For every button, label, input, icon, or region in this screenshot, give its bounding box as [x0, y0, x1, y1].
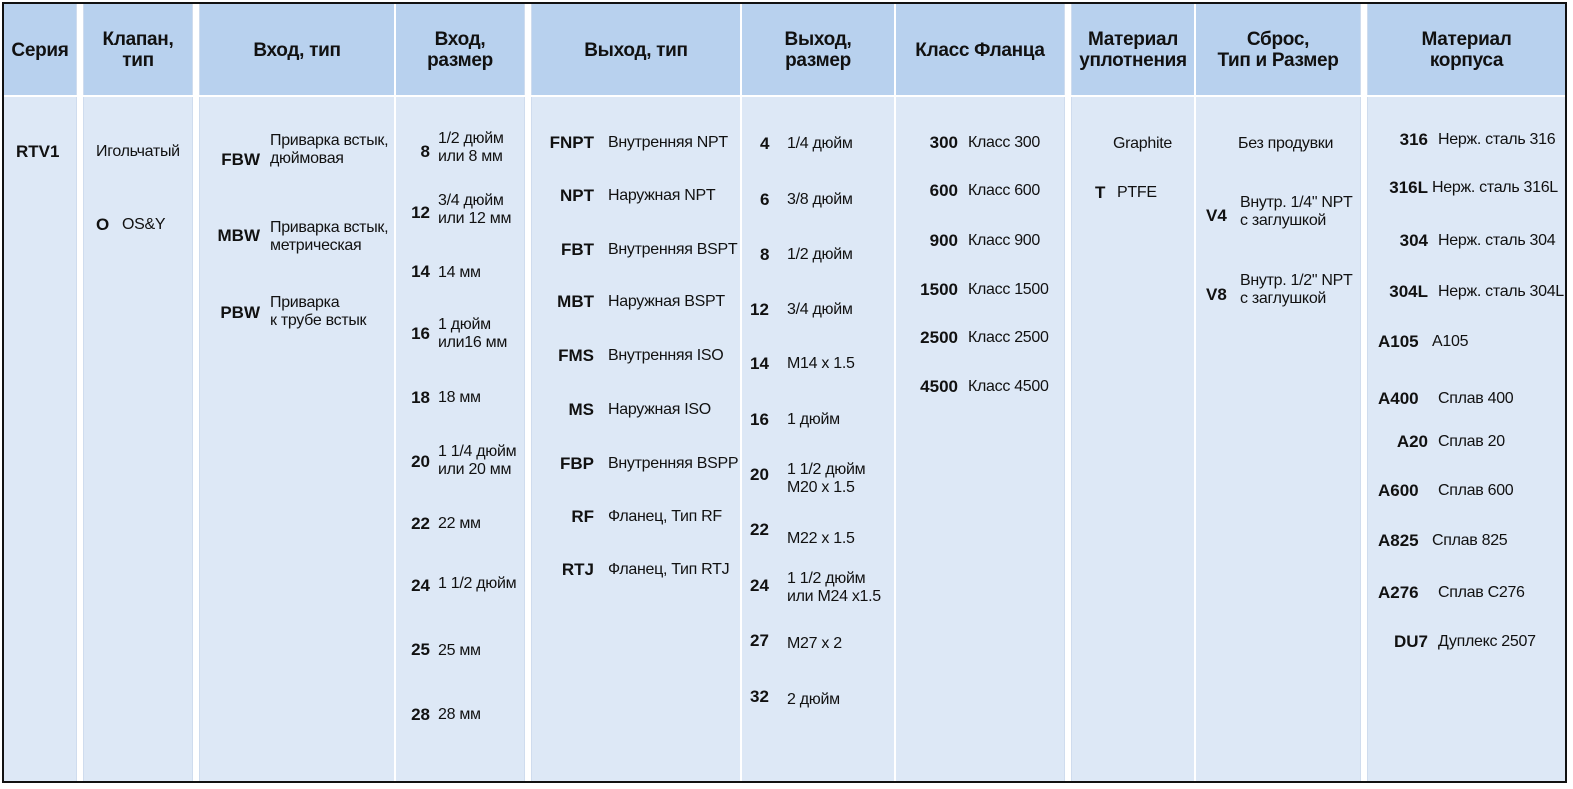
seal-code: T — [1095, 183, 1106, 202]
flange-class-code: 900 — [929, 231, 958, 250]
inlet-size-label: 1 дюйм или16 мм — [438, 316, 508, 351]
body-material-code: A825 — [1378, 531, 1419, 550]
outlet-size-code: 16 — [750, 410, 769, 429]
column-divider — [1064, 4, 1072, 781]
flange-class-label: Класс 4500 — [968, 378, 1049, 395]
outlet-type-label: Наружная NPT — [608, 187, 716, 204]
inlet-size-code: 28 — [411, 705, 430, 724]
body-material-code: A276 — [1378, 583, 1419, 602]
outlet-size-code: 12 — [750, 300, 769, 319]
inlet-size-code: 14 — [411, 262, 430, 281]
inlet-type-label: Приварка встык, дюймовая — [270, 132, 389, 167]
column-divider — [394, 4, 396, 781]
flange-class-code: 1500 — [920, 280, 958, 299]
body-material-code: A400 — [1378, 389, 1419, 408]
inlet-size-label: 14 мм — [438, 264, 481, 281]
outlet-type-code: FMS — [558, 346, 594, 365]
body-material-code: A600 — [1378, 481, 1419, 500]
flange-class-code: 2500 — [920, 328, 958, 347]
inlet-size-code: 12 — [411, 203, 430, 222]
vent-label: Внутр. 1/4" NPT с заглушкой — [1240, 194, 1353, 229]
outlet-size-label: M14 x 1.5 — [787, 355, 855, 372]
flange-class-code: 600 — [929, 181, 958, 200]
body-material-code: A20 — [1396, 432, 1428, 451]
body-material-code: 304 — [1399, 231, 1428, 250]
inlet-size-label: 28 мм — [438, 706, 481, 723]
inlet-size-code: 16 — [411, 324, 430, 343]
flange-class-label: Класс 2500 — [968, 329, 1049, 346]
outlet-size-label: 1 1/2 дюйм M20 x 1.5 — [787, 461, 866, 496]
inlet-size-code: 20 — [411, 452, 430, 471]
vent-code: V4 — [1206, 206, 1227, 225]
inlet-size-label: 25 мм — [438, 642, 481, 659]
header-flange-class: Класс Фланца — [915, 39, 1045, 61]
outlet-size-code: 24 — [750, 576, 769, 595]
body-material-label: Сплав C276 — [1438, 584, 1525, 601]
header-valve: Клапан, тип — [102, 29, 174, 71]
outlet-type-code: MS — [568, 400, 594, 419]
inlet-size-label: 1 1/4 дюйм или 20 мм — [438, 443, 517, 478]
body-material-code: 316 — [1399, 130, 1428, 149]
outlet-size-label: M27 x 2 — [787, 635, 842, 652]
inlet-size-label: 18 мм — [438, 389, 481, 406]
inlet-size-code: 24 — [411, 576, 430, 595]
outlet-type-label: Внутренняя BSPP — [608, 455, 739, 472]
body-material-label: Нерж. сталь 304L — [1438, 283, 1564, 300]
header-series: Серия — [11, 39, 69, 61]
outlet-size-label: 1/2 дюйм — [787, 246, 853, 263]
outlet-type-code: FBT — [560, 240, 594, 259]
flange-class-label: Класс 300 — [968, 134, 1040, 151]
seal-label: PTFE — [1117, 184, 1157, 201]
inlet-size-code: 8 — [420, 142, 430, 161]
inlet-size-label: 22 мм — [438, 515, 481, 532]
body-material-label: Дуплекс 2507 — [1438, 633, 1536, 650]
outlet-size-code: 32 — [750, 687, 769, 706]
outlet-size-code: 6 — [760, 190, 770, 209]
outlet-type-label: Фланец, Тип RF — [608, 508, 722, 525]
outlet-type-code: FBP — [560, 454, 594, 473]
column-divider — [740, 4, 742, 781]
outlet-size-label: 2 дюйм — [787, 691, 840, 708]
outlet-size-code: 20 — [750, 465, 769, 484]
outlet-size-code: 8 — [760, 245, 770, 264]
flange-class-label: Класс 900 — [968, 232, 1040, 249]
outlet-size-label: 3/8 дюйм — [787, 191, 853, 208]
body-material-code: 316L — [1389, 178, 1428, 197]
inlet-type-code: MBW — [217, 226, 260, 245]
inlet-size-code: 22 — [411, 514, 430, 533]
outlet-size-code: 22 — [750, 520, 769, 539]
outlet-size-code: 14 — [750, 354, 769, 373]
outlet-type-code: RTJ — [561, 560, 594, 579]
body-material-code: 304L — [1389, 282, 1428, 301]
outlet-type-label: Фланец, Тип RTJ — [608, 561, 730, 578]
vent-label: Без продувки — [1238, 135, 1334, 152]
column-divider — [76, 4, 84, 781]
outlet-size-label: M22 x 1.5 — [787, 530, 855, 547]
outlet-type-code: NPT — [560, 186, 594, 205]
outlet-type-code: FNPT — [549, 133, 594, 152]
header-inlet-size: Вход, размер — [427, 29, 493, 71]
column-divider — [1194, 4, 1196, 781]
outlet-size-label: 1 1/2 дюйм или M24 x1.5 — [787, 570, 881, 605]
outlet-size-label: 1 дюйм — [787, 411, 840, 428]
inlet-size-code: 25 — [411, 640, 430, 659]
body-material-label: Нерж. сталь 316 — [1438, 131, 1556, 148]
outlet-type-label: Наружная BSPT — [608, 293, 725, 310]
vent-code: V8 — [1206, 285, 1227, 304]
body-material-code: DU7 — [1393, 632, 1428, 651]
outlet-type-label: Наружная ISO — [608, 401, 711, 418]
flange-class-label: Класс 1500 — [968, 281, 1049, 298]
valve-label: Игольчатый — [96, 143, 180, 160]
outlet-size-label: 1/4 дюйм — [787, 135, 853, 152]
inlet-type-code: FBW — [221, 150, 260, 169]
column-divider — [894, 4, 896, 781]
header-outlet-type: Выход, тип — [584, 39, 688, 61]
body-material-label: Сплав 825 — [1432, 532, 1508, 549]
outlet-type-code: RF — [571, 507, 594, 526]
inlet-size-label: 1 1/2 дюйм — [438, 575, 517, 592]
seal-label: Graphite — [1113, 135, 1172, 152]
header-inlet-type: Вход, тип — [253, 39, 341, 61]
outlet-type-label: Внутренняя ISO — [608, 347, 724, 364]
flange-class-code: 300 — [929, 133, 958, 152]
inlet-size-code: 18 — [411, 388, 430, 407]
header-body-material: Материал корпуса — [1421, 29, 1512, 71]
body-material-code: A105 — [1378, 332, 1419, 351]
outlet-type-label: Внутренняя NPT — [608, 134, 728, 151]
inlet-type-code: PBW — [220, 303, 260, 322]
body-material-label: Сплав 600 — [1438, 482, 1514, 499]
inlet-size-label: 1/2 дюйм или 8 мм — [438, 130, 504, 165]
outlet-size-label: 3/4 дюйм — [787, 301, 853, 318]
body-material-label: Нерж. сталь 304 — [1438, 232, 1556, 249]
inlet-type-label: Приварка к трубе встык — [270, 294, 367, 329]
series-code: RTV1 — [16, 142, 60, 161]
header-outlet-size: Выход, размер — [784, 29, 852, 71]
flange-class-code: 4500 — [920, 377, 958, 396]
ordering-table — [2, 2, 1567, 783]
body-material-label: A105 — [1432, 333, 1469, 350]
body-material-label: Сплав 20 — [1438, 433, 1505, 450]
column-divider — [192, 4, 200, 781]
body-material-label: Нерж. сталь 316L — [1432, 179, 1558, 196]
valve-label: OS&Y — [122, 216, 166, 233]
vent-label: Внутр. 1/2" NPT с заглушкой — [1240, 272, 1353, 307]
valve-code: O — [96, 215, 110, 234]
outlet-type-label: Внутренняя BSPT — [608, 241, 738, 258]
flange-class-label: Класс 600 — [968, 182, 1040, 199]
outlet-size-code: 27 — [750, 631, 769, 650]
column-divider — [1360, 4, 1368, 781]
outlet-type-code: MBT — [557, 292, 594, 311]
inlet-size-label: 3/4 дюйм или 12 мм — [438, 192, 512, 227]
inlet-type-label: Приварка встык, метрическая — [270, 219, 389, 254]
header-seal-material: Материал уплотнения — [1079, 29, 1187, 71]
header-vent: Сброс, Тип и Размер — [1217, 29, 1339, 71]
column-divider — [524, 4, 532, 781]
outlet-size-code: 4 — [760, 134, 770, 153]
body-material-label: Сплав 400 — [1438, 390, 1514, 407]
